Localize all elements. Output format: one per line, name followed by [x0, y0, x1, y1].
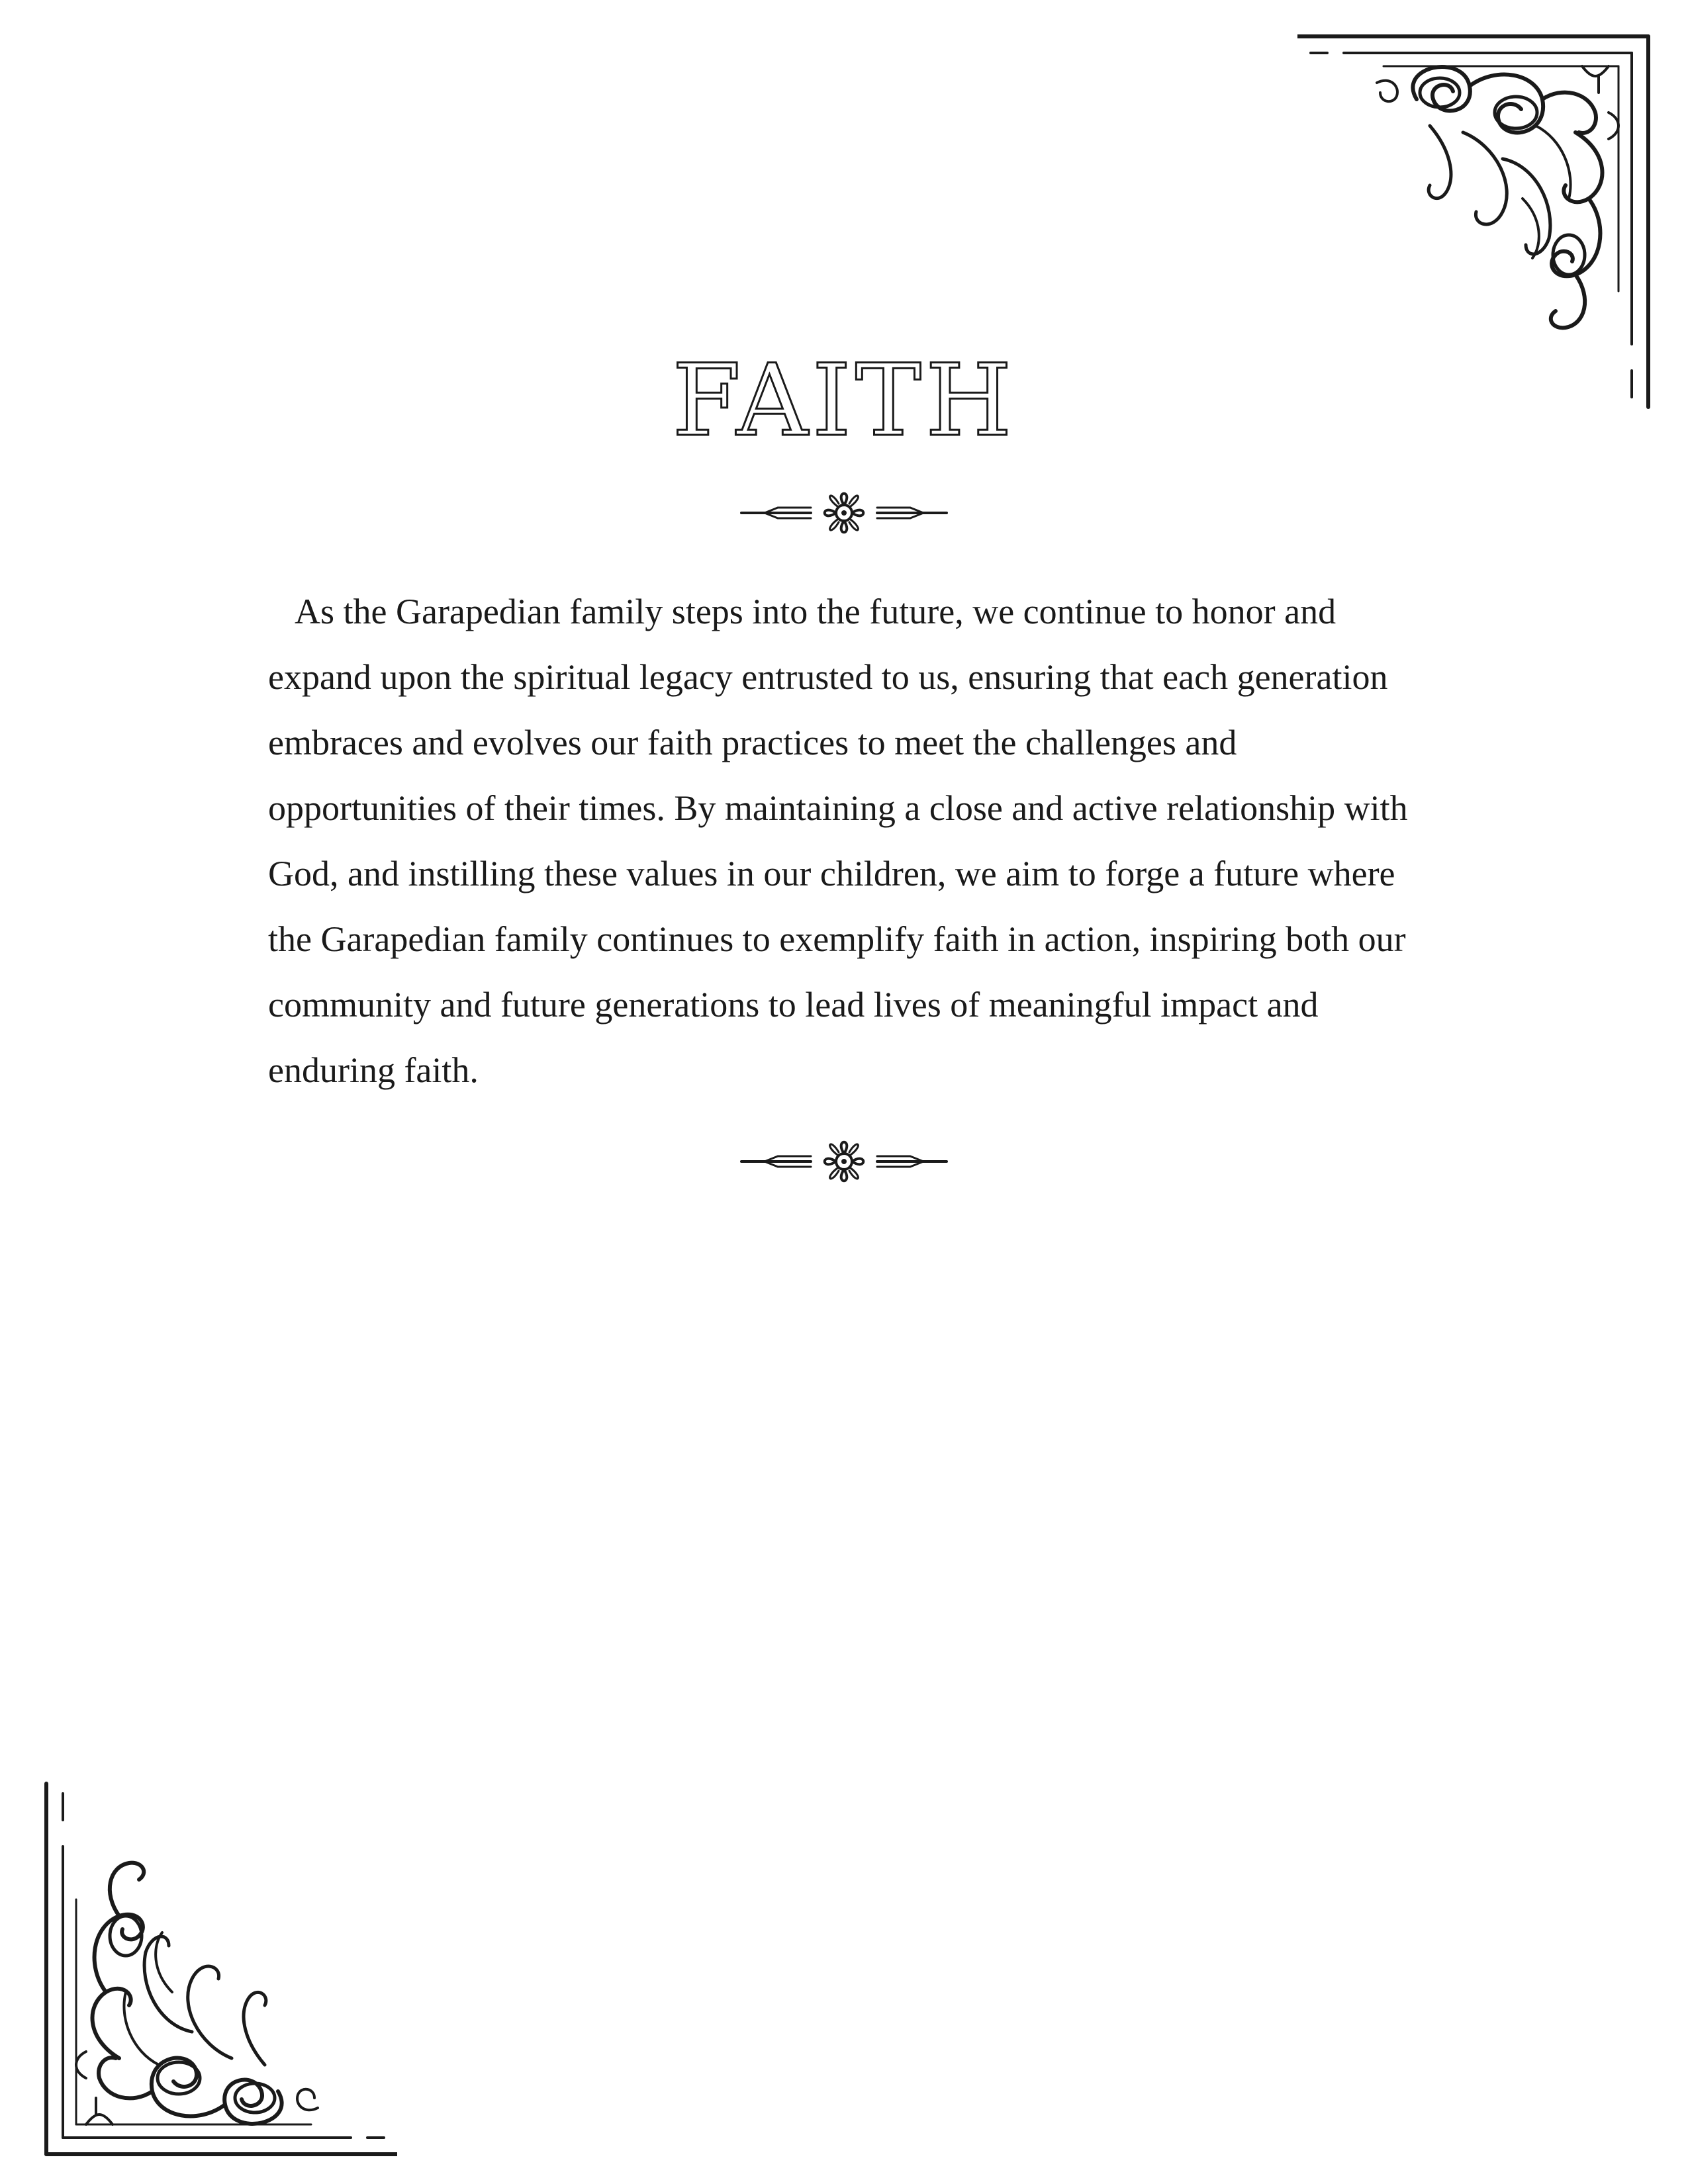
floral-divider-icon: [738, 480, 950, 546]
page-title: FAITH: [672, 343, 1016, 459]
floral-divider-icon: [738, 1128, 950, 1195]
ornamental-corner-icon: [26, 1754, 397, 2164]
body-paragraph: As the Garapedian family steps into the future, we continue to honor and expand upon the spiritual legacy entrusted to us, ensuring that each generation embraces and evolves our faith practices to meet the challenges and opportunities of their times. By maintaining a close and active relationship with God, and instilling these values in our children, we aim to forge a future where the Garapedian family continues to exemplify faith in action, inspiring both our community and future generations to lead lives of meaningful impact and enduring faith.: [268, 592, 1408, 1090]
